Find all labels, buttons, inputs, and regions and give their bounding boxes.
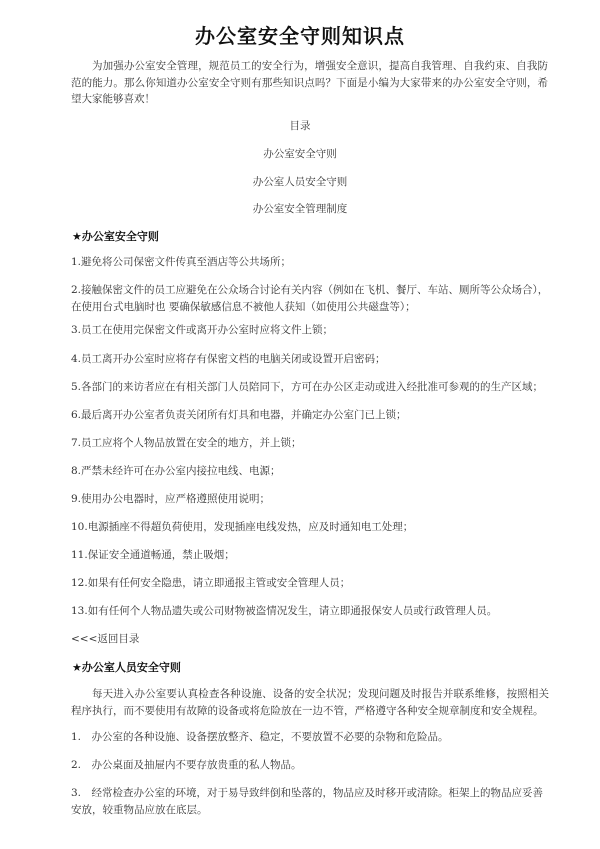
rule-item: 10.电源插座不得超负荷使用，发现插座电线发热，应及时通知电工处理； [71, 521, 414, 533]
rule-item: 3.员工在使用完保密文件或离开办公室时应将文件上锁； [71, 324, 334, 336]
rule-item: 1.避免将公司保密文件传真至酒店等公共场所； [71, 256, 292, 268]
toc-heading: 目录 [289, 120, 311, 132]
section-heading-office-safety-rules: ★办公室安全守则 [72, 230, 159, 243]
section-intro-paragraph: 每天进入办公室要认真检查各种设施、设备的安全状况；发现问题及时报告并联系维修，按照相关程序执行，而不要使用有故障的设备或将危险放在一边不管，严格遵守各种安全规章制度和安全规程。 [71, 688, 549, 717]
toc-item-safety-management-system[interactable]: 办公室安全管理制度 [252, 203, 348, 215]
rule-item: 8.严禁未经许可在办公室内接拉电线、电源； [71, 465, 281, 477]
section-heading-staff-safety-rules: ★办公室人员安全守则 [72, 661, 181, 674]
rule-item: 2. 办公桌面及抽屉内不要存放贵重的私人物品。 [71, 759, 302, 771]
rule-item: 6.最后离开办公室者负责关闭所有灯具和电器，并确定办公室门已上锁； [71, 409, 407, 421]
rule-item: 4.员工离开办公室时应将存有保密文档的电脑关闭或设置开启密码； [71, 353, 386, 365]
rule-item: 13.如有任何个人物品遗失或公司财物被盗情况发生，请立即通报保安人员或行政管理人员。 [71, 605, 498, 617]
rule-item: 9.使用办公电器时，应严格遵照使用说明； [71, 493, 271, 505]
rule-item: 1. 办公室的各种设施、设备摆放整齐、稳定，不要放置不必要的杂物和危险品。 [71, 731, 449, 743]
back-to-toc-link[interactable]: <<<返回目录 [71, 633, 140, 645]
rule-item: 3. 经常检查办公室的环境，对于易导致绊倒和坠落的，物品应及时移开或清除。柜架上的物品应妥善安放，较重物品应放在底层。 [71, 787, 544, 816]
intro-paragraph: 为加强办公室安全管理，规范员工的安全行为，增强安全意识，提高自我管理、自我约束、自我防范的能力。那么你知道办公室安全守则有那些知识点吗？下面是小编为大家带来的办公室安全守则，希望大家能够喜欢！ [71, 60, 548, 105]
page-title: 办公室安全守则知识点 [195, 24, 405, 48]
rule-item: 12.如果有任何安全隐患，请立即通报主管或安全管理人员； [71, 577, 351, 589]
rule-item: 5.各部门的来访者应在有相关部门人员陪同下，方可在办公区走动或进入经批准可参观的的生产区域； [71, 381, 544, 393]
toc-item-staff-safety-rules[interactable]: 办公室人员安全守则 [252, 176, 348, 188]
rule-item: 2.接触保密文件的员工应避免在公众场合讨论有关内容（例如在飞机、餐厅、车站、厕所等公众场合），在使用台式电脑时也 要确保敏感信息不被他人获知（如使用公共磁盘等）； [71, 284, 549, 313]
rule-item: 11.保证安全通道畅通，禁止吸烟； [71, 549, 235, 561]
rule-item: 7.员工应将个人物品放置在安全的地方，并上锁； [71, 437, 302, 449]
toc-item-office-safety-rules[interactable]: 办公室安全守则 [263, 148, 337, 160]
